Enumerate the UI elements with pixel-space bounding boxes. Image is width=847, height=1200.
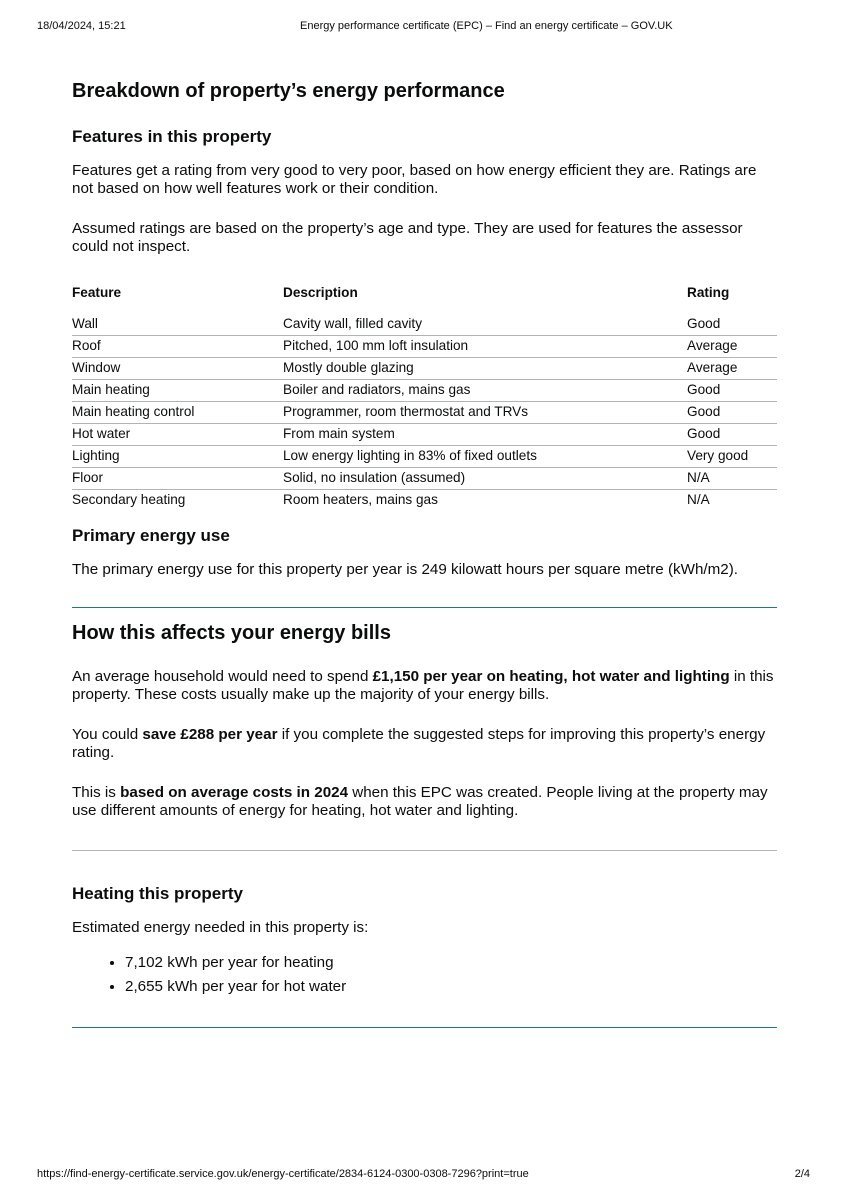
description-cell: Mostly double glazing (283, 358, 687, 380)
page-number: 2/4 (794, 1168, 810, 1180)
description-cell: Pitched, 100 mm loft insulation (283, 336, 687, 358)
list-item: • 7,102 kWh per year for heating (125, 951, 777, 975)
list-item: • 2,655 kWh per year for hot water (125, 975, 777, 999)
bills-cost-basis: based on average costs in 2024 (120, 784, 349, 801)
description-cell: Low energy lighting in 83% of fixed outlets (283, 446, 687, 468)
features-table-header (72, 285, 777, 314)
heating-heading: Heating this property (72, 884, 243, 903)
rating-cell: N/A (687, 492, 710, 507)
description-cell: Boiler and radiators, mains gas (283, 380, 687, 402)
bills-paragraph-2 (72, 726, 777, 762)
bills-paragraph-1 (72, 668, 777, 704)
section-divider (72, 607, 777, 608)
table-row (72, 336, 777, 358)
feature-cell: Floor (72, 468, 283, 490)
print-header (37, 20, 810, 34)
table-row (72, 402, 777, 424)
primary-energy-heading: Primary energy use (72, 526, 230, 545)
header-rating: Rating (687, 285, 730, 300)
feature-cell: Window (72, 358, 283, 380)
table-row (72, 358, 777, 380)
description-cell: Programmer, room thermostat and TRVs (283, 402, 687, 424)
features-intro-1: Features get a rating from very good to very poor, based on how energy efficient they are. Ratings are not based on how well features work or their condition. (72, 162, 757, 197)
bills-p3-text-end: when this EPC was created. People living at the property may use different amounts of energy for heating, hot water and lighting. (72, 784, 768, 819)
rating-cell: Good (687, 380, 777, 402)
description-cell: Room heaters, mains gas (283, 492, 438, 507)
feature-cell: Wall (72, 314, 283, 336)
feature-cell: Main heating control (72, 402, 283, 424)
bills-savings: save £288 per year (142, 726, 278, 743)
description-cell: Solid, no insulation (assumed) (283, 468, 687, 490)
heating-list (72, 951, 777, 999)
rating-cell: Average (687, 336, 777, 358)
table-row (72, 468, 777, 490)
heating-intro: Estimated energy needed in this property is: (72, 919, 369, 936)
bills-p1-text: An average household would need to spend (72, 668, 373, 685)
features-table (72, 285, 777, 511)
print-url: https://find-energy-certificate.service.gov.uk/energy-certificate/2834-6124-0300-0308-7296?print=true (37, 1168, 529, 1180)
rating-cell: N/A (687, 468, 777, 490)
rating-cell: Good (687, 314, 777, 336)
rating-cell: Good (687, 424, 777, 446)
table-row (72, 446, 777, 468)
description-cell: Cavity wall, filled cavity (283, 314, 687, 336)
section-divider-bottom (72, 1027, 777, 1028)
features-intro-2: Assumed ratings are based on the property’s age and type. They are used for features the assessor could not inspect. (72, 220, 743, 255)
description-cell: From main system (283, 424, 687, 446)
bills-p3-text: This is (72, 784, 121, 801)
header-feature: Feature (72, 285, 122, 300)
breakdown-heading: Breakdown of property’s energy performance (72, 80, 505, 102)
bills-heading: How this affects your energy bills (72, 622, 391, 644)
feature-cell: Roof (72, 336, 283, 358)
main-content (72, 78, 777, 1028)
features-heading: Features in this property (72, 127, 272, 146)
print-footer (37, 1168, 810, 1182)
print-datetime: 18/04/2024, 15:21 (37, 20, 126, 32)
rating-cell: Very good (687, 446, 777, 468)
feature-cell: Main heating (72, 380, 283, 402)
table-row (72, 314, 777, 336)
bills-paragraph-3 (72, 784, 777, 820)
rating-cell: Good (687, 402, 777, 424)
section-divider-grey (72, 850, 777, 851)
rating-cell: Average (687, 358, 777, 380)
bills-p1-text-end: in this property. These costs usually make up the majority of your energy bills. (72, 668, 774, 703)
header-description: Description (283, 285, 358, 300)
bills-p2-text-end: if you complete the suggested steps for improving this property’s energy rating. (72, 726, 766, 761)
feature-cell: Secondary heating (72, 492, 186, 507)
print-page-title: Energy performance certificate (EPC) – Find an energy certificate – GOV.UK (300, 20, 673, 32)
feature-cell: Lighting (72, 446, 283, 468)
bills-p2-text: You could (72, 726, 143, 743)
primary-energy-text: The primary energy use for this property per year is 249 kilowatt hours per square metre (kWh/m2). (72, 561, 738, 578)
feature-cell: Hot water (72, 424, 283, 446)
bills-annual-cost: £1,150 per year on heating, hot water and lighting (372, 668, 730, 685)
table-row (72, 490, 777, 512)
table-row (72, 424, 777, 446)
table-row (72, 380, 777, 402)
